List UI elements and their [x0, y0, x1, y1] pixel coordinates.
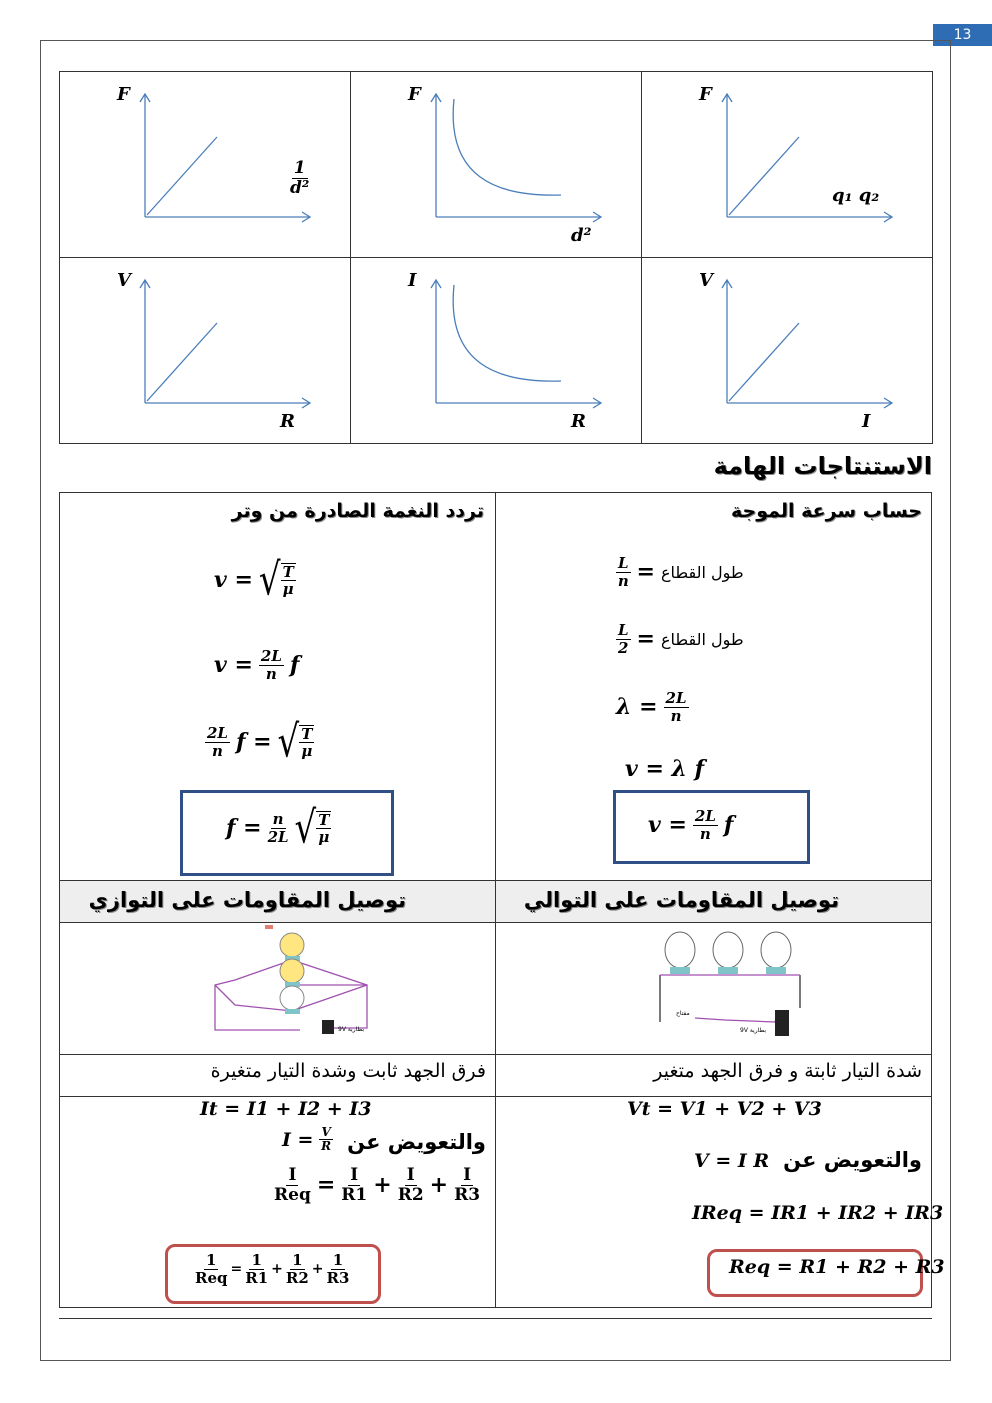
y-axis-label: F — [117, 84, 130, 105]
parallel-title: توصيل المقاومات على التوازي — [88, 888, 406, 912]
switch-label: مفتاح — [676, 1010, 690, 1017]
series-substitute-label: والتعويض عن — [783, 1148, 922, 1172]
segment-eq-1: $\frac{L}{n}$ = طول القطاع — [617, 554, 744, 590]
x-axis-label: q₁ q₂ — [832, 185, 880, 206]
series-circuit-diagram — [655, 930, 805, 1040]
graph-line — [147, 323, 217, 401]
parallel-property: فرق الجهد ثابت وشدة التيار متغيرة — [210, 1060, 486, 1082]
bulb-icon — [713, 932, 743, 974]
parallel-reciprocal-eq: I Req = I R1 + I R2 + I R3 — [274, 1165, 481, 1205]
x-axis-label: 1 d² — [290, 158, 310, 198]
x-axis-label: R — [280, 411, 295, 432]
wave-speed-eq: v = λ f — [625, 756, 705, 782]
parallel-substitute-label: والتعويض عن — [347, 1130, 486, 1154]
x-axis-label: d² — [571, 225, 592, 246]
section-title: الاستنتاجات الهامة — [713, 452, 932, 480]
parallel-battery-label: بطارية 9V — [338, 1026, 365, 1033]
parallel-ohm-eq: I = $\frac{V}{R}$ — [282, 1125, 332, 1154]
series-ir-sum: IReq = IR1 + IR2 + IR3 — [692, 1202, 944, 1224]
graph-curve — [453, 99, 561, 195]
graph-cell — [641, 71, 933, 258]
page-number: 13 — [933, 24, 992, 46]
bulb-icon — [665, 932, 695, 974]
axes — [722, 280, 892, 408]
y-axis-label: F — [699, 84, 712, 105]
y-axis-label: I — [408, 270, 417, 291]
y-axis-label: V — [699, 270, 713, 291]
y-axis-label: V — [117, 270, 131, 291]
string-equate-eq: 2L n f = √ T μ — [207, 716, 313, 768]
bulb-icon — [280, 933, 304, 961]
graph-line — [729, 323, 799, 401]
axes — [431, 280, 601, 408]
wavelength-eq: λ = $\frac{2L}{n}$ — [616, 689, 687, 725]
wave-speed-title: حساب سرعة الموجة — [730, 500, 922, 522]
graph-line — [147, 137, 217, 215]
graph-cell — [59, 257, 351, 444]
x-axis-label: I — [862, 411, 871, 432]
graph-cell — [350, 71, 642, 258]
string-speed-eq-2: v = $\frac{2L}{n}$ f — [214, 647, 300, 683]
parallel-result: 1 Req = 1 R1 + 1 R2 + 1 R3 — [195, 1251, 350, 1287]
parallel-circuit-diagram — [205, 925, 385, 1040]
axes — [140, 94, 310, 222]
footer-rule — [59, 1318, 932, 1319]
battery-icon — [322, 1020, 334, 1034]
wave-speed-result: v = $\frac{2L}{n}$ f — [648, 807, 734, 843]
x-axis-label: R — [571, 411, 586, 432]
y-axis-label: F — [408, 84, 421, 105]
series-title: توصيل المقاومات على التوالي — [523, 888, 839, 912]
axes — [140, 280, 310, 408]
segment-eq-2: $\frac{L}{2}$ = طول القطاع — [618, 621, 744, 657]
string-speed-eq: v = √ T μ — [214, 554, 294, 606]
graph-cell — [59, 71, 351, 258]
parallel-current-sum: It = I1 + I2 + I3 — [200, 1098, 372, 1120]
series-battery-label: بطارية 9V — [740, 1027, 767, 1034]
bulb-icon — [280, 959, 304, 987]
bulb-icon — [761, 932, 791, 974]
series-result: Req = R1 + R2 + R3 — [729, 1256, 945, 1278]
graph-curve — [453, 285, 561, 381]
graph-line — [729, 137, 799, 215]
string-frequency-title: تردد النغمة الصادرة من وتر — [231, 500, 484, 522]
graph-cell — [641, 257, 933, 444]
battery-icon — [775, 1010, 789, 1036]
series-property: شدة التيار ثابتة و فرق الجهد متغير — [653, 1060, 922, 1082]
graph-cell — [350, 257, 642, 444]
series-voltage-sum: Vt = V1 + V2 + V3 — [627, 1098, 822, 1120]
frequency-result: f = $\frac{n}{2L}$ √ T μ — [226, 802, 330, 854]
axes — [431, 94, 601, 222]
ohms-law: V = I R — [694, 1150, 770, 1172]
